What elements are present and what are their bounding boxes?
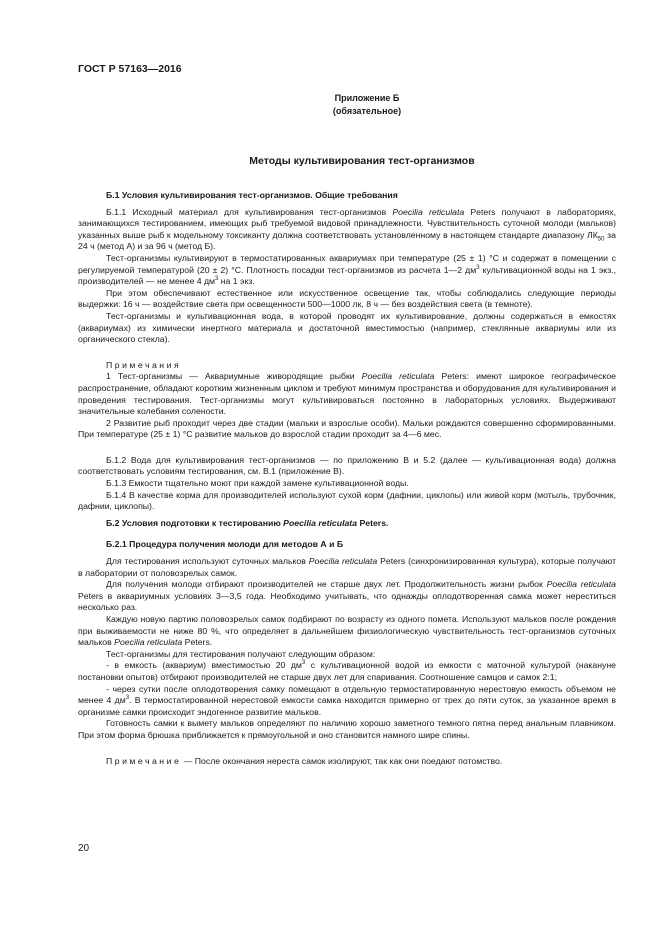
document-header: ГОСТ Р 57163—2016 — [78, 63, 182, 75]
annex-label — [78, 92, 646, 118]
notes-label: Примечания — [106, 359, 182, 370]
paragraph-b1-3: Б.1.3 Емкости тщательно моют при каждой замене культивационной воды. — [106, 478, 409, 489]
document-body — [78, 190, 616, 767]
subsection-heading-b2-1: Б.2.1 Процедура получения молоди для методов А и Б — [106, 539, 344, 550]
list-item-spawning: - через сутки после оплодотворения самку помещают в отдельную термостатированную нерестовую емкость объемом не менее 4 $дм^3$. В термостатированной нерестовой емкости самка находится примерно от трех до пяти суток, за указанное время в организме самки происходит эндогенное развитие мальков. — [78, 683, 616, 717]
paragraph-b2-readiness: Готовность самки к вымету мальков определяют по наличию хорошо заметного темного пятна перед анальным плавником. При этом форма брюшка приближается к прямоугольной и оно становится намного шире спины. — [78, 718, 616, 740]
section-heading-b2: Б.2 Условия подготовки к тестированию Poecilia reticulata Peters. — [106, 517, 389, 528]
list-item-aquarium: - в емкость (аквариум) вместимостью 20 $дм^3$ с культивационной водой из емкости с маточной культурой (накануне постановки опытов) отбирают производителей не старше двух лет для спаривания. Соотношение самцов и самок 2:1; — [78, 660, 616, 682]
section-heading-b1: Б.1 Условия культивирования тест-организмов. Общие требования — [106, 190, 398, 200]
paragraph-b2-4: Тест-организмы для тестирования получают следующим образом: — [106, 648, 376, 659]
annex-title: Приложение Б — [334, 93, 400, 103]
page-number: 20 — [78, 843, 90, 854]
annex-heading: Методы культивирования тест-организмов — [249, 155, 475, 167]
annex-status: (обязательное) — [332, 106, 402, 116]
paragraph-b1-lighting: При этом обеспечивают естественное или искусственное освещение так, чтобы соблюдались следующие периоды выдержки: 16 ч — воздействие света при освещенности 500—1000 лк, 8 ч — без воздействия света (в темноте). — [78, 287, 616, 310]
paragraph-b1-temperature: Тест-организмы культивируют в термостатированных аквариумах при температуре (25 ± 1) °С и содержат в помещении с регулируемой температурой (20 ± 2) °С. Плотность посадки тест-организмов из расчета 1—2 $дм^3$ культивационной воды на 1 экз., производителей — не менее 4 $дм^3$ на 1 экз. — [78, 252, 617, 287]
paragraph-b2-2: Для получения молоди отбирают производителей не старше двух лет. Продолжительность жизни рыбок Poecilia reticulata Peters в аквариумных условиях 3—3,5 года. Необходимо учитывать, что однажды оплодотворенная самка может нереститься несколько раз. — [78, 579, 616, 613]
note-b2: Примечание — После окончания нереста самок изолируют, так как они поедают потомство. — [106, 755, 503, 766]
paragraph-b2-3: Каждую новую партию половозрелых самок подбирают по возрасту из одного помета. Используют мальков после рождения при выживаемости не ниже 80 %, что определяет в дальнейшем физиологическую чувствительность тест-организмов суточных мальков Poecilia reticulata Peters. — [78, 614, 616, 648]
note-2: 2 Развитие рыб проходит через две стадии (мальки и взрослые особи). Мальки рождаются совершенно сформированными. При температуре (25 ± 1) °С развитие мальков до взрослой стадии проходит за 4—6 мес. — [78, 417, 616, 440]
paragraph-b1-2: Б.1.2 Вода для культивирования тест-организмов — по приложению В и 5.2 (далее — культивационная вода) должна соответствовать условиям тестирования, см. В.1 (приложение В). — [78, 454, 616, 477]
paragraph-b1-4: Б.1.4 В качестве корма для производителей используют сухой корм (дафнии, циклопы) или живой корм (мотыль, трубочник, дафнии, циклопы). — [78, 489, 616, 512]
note-1: 1 Тест-организмы — Аквариумные живородящие рыбки Poecilia reticulata Peters: имеют широкое географическое распространение, обладают коротким жизненным циклом и требуют минимум пространства и оборудования для культивирования и проведения тестирования. Тест-организмы могут культивироваться постоянно в лабораторных условиях. Выдерживают значительные колебания солености. — [78, 371, 616, 417]
paragraph-b1-containers: Тест-организмы и культивационная вода, в которой проводят их культивирование, должны содержаться в емкостях (аквариумах) из химически инертного материала и достаточной вместимостью (например, стеклянные аквариумы или из органического стекла). — [78, 310, 616, 345]
paragraph-b2-1: Для тестирования используют суточных мальков Poecilia reticulata Peters (синхронизированная культура), которые получают в лаборатории от половозрелых самок. — [78, 556, 616, 578]
paragraph-b1-1: Б.1.1 Исходный материал для культивирования тест-организмов Poecilia reticulata Peters получают в лабораториях, занимающихся тестированием, имеющих рыб требуемой видовой принадлежности. Чувствительность суточной молоди (мальков) указанных выше рыб к модельному токсиканту должна соответствовать установленному в настоящем стандарте диапазону $ЛК_{50}$ за 24 ч (метод А) и за 96 ч (метод Б). — [78, 206, 617, 252]
